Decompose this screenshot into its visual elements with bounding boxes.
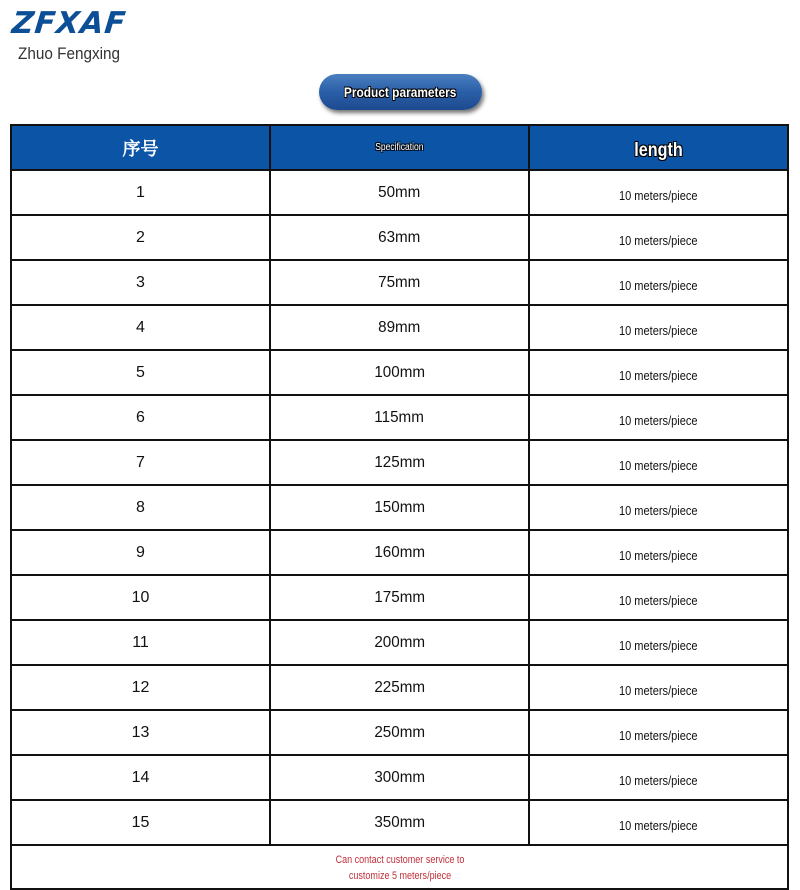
column-header-specification: Specification bbox=[270, 125, 529, 170]
row-index: 1 bbox=[11, 170, 270, 215]
row-spec: 75mm bbox=[270, 260, 529, 305]
row-index: 9 bbox=[11, 530, 270, 575]
table-row bbox=[11, 260, 788, 305]
row-length: 10 meters/piece bbox=[529, 755, 788, 800]
section-title-banner bbox=[319, 74, 482, 110]
row-index: 5 bbox=[11, 350, 270, 395]
row-length: 10 meters/piece bbox=[529, 800, 788, 845]
customization-note: Can contact customer service to customize 5 meters/piece bbox=[11, 845, 788, 889]
table-header-row bbox=[11, 125, 788, 170]
table-row bbox=[11, 440, 788, 485]
table-row bbox=[11, 485, 788, 530]
row-length: 10 meters/piece bbox=[529, 620, 788, 665]
row-length: 10 meters/piece bbox=[529, 575, 788, 620]
row-length: 10 meters/piece bbox=[529, 170, 788, 215]
row-spec: 125mm bbox=[270, 440, 529, 485]
brand-subtitle: Zhuo Fengxing bbox=[18, 44, 121, 63]
row-length: 10 meters/piece bbox=[529, 530, 788, 575]
row-length: 10 meters/piece bbox=[529, 350, 788, 395]
row-spec: 50mm bbox=[270, 170, 529, 215]
table-row bbox=[11, 215, 788, 260]
logo-wordmark: ZFXAF bbox=[10, 6, 128, 41]
table-row bbox=[11, 755, 788, 800]
table-row bbox=[11, 170, 788, 215]
row-index: 3 bbox=[11, 260, 270, 305]
row-index: 2 bbox=[11, 215, 270, 260]
row-length: 10 meters/piece bbox=[529, 395, 788, 440]
row-index: 7 bbox=[11, 440, 270, 485]
table-row bbox=[11, 305, 788, 350]
table-row bbox=[11, 350, 788, 395]
table-row bbox=[11, 575, 788, 620]
row-length: 10 meters/piece bbox=[529, 485, 788, 530]
row-index: 13 bbox=[11, 710, 270, 755]
table-row bbox=[11, 395, 788, 440]
row-length: 10 meters/piece bbox=[529, 440, 788, 485]
row-index: 15 bbox=[11, 800, 270, 845]
section-title: Product parameters bbox=[344, 84, 457, 100]
row-spec: 175mm bbox=[270, 575, 529, 620]
table-row bbox=[11, 620, 788, 665]
column-header-index: 序号 bbox=[11, 125, 270, 170]
table-row bbox=[11, 665, 788, 710]
row-spec: 350mm bbox=[270, 800, 529, 845]
row-spec: 160mm bbox=[270, 530, 529, 575]
brand-logo bbox=[12, 8, 131, 64]
row-spec: 63mm bbox=[270, 215, 529, 260]
row-index: 4 bbox=[11, 305, 270, 350]
row-spec: 150mm bbox=[270, 485, 529, 530]
row-index: 6 bbox=[11, 395, 270, 440]
row-index: 12 bbox=[11, 665, 270, 710]
row-index: 8 bbox=[11, 485, 270, 530]
row-spec: 200mm bbox=[270, 620, 529, 665]
parameters-table bbox=[10, 124, 789, 890]
row-spec: 89mm bbox=[270, 305, 529, 350]
row-index: 10 bbox=[11, 575, 270, 620]
row-index: 14 bbox=[11, 755, 270, 800]
row-spec: 300mm bbox=[270, 755, 529, 800]
row-length: 10 meters/piece bbox=[529, 305, 788, 350]
row-spec: 250mm bbox=[270, 710, 529, 755]
row-index: 11 bbox=[11, 620, 270, 665]
table-row bbox=[11, 710, 788, 755]
row-length: 10 meters/piece bbox=[529, 260, 788, 305]
row-length: 10 meters/piece bbox=[529, 710, 788, 755]
table-row bbox=[11, 800, 788, 845]
table-footer-row bbox=[11, 845, 788, 889]
column-header-length: length bbox=[529, 125, 788, 170]
table-row bbox=[11, 530, 788, 575]
row-spec: 225mm bbox=[270, 665, 529, 710]
row-length: 10 meters/piece bbox=[529, 665, 788, 710]
row-length: 10 meters/piece bbox=[529, 215, 788, 260]
row-spec: 100mm bbox=[270, 350, 529, 395]
row-spec: 115mm bbox=[270, 395, 529, 440]
